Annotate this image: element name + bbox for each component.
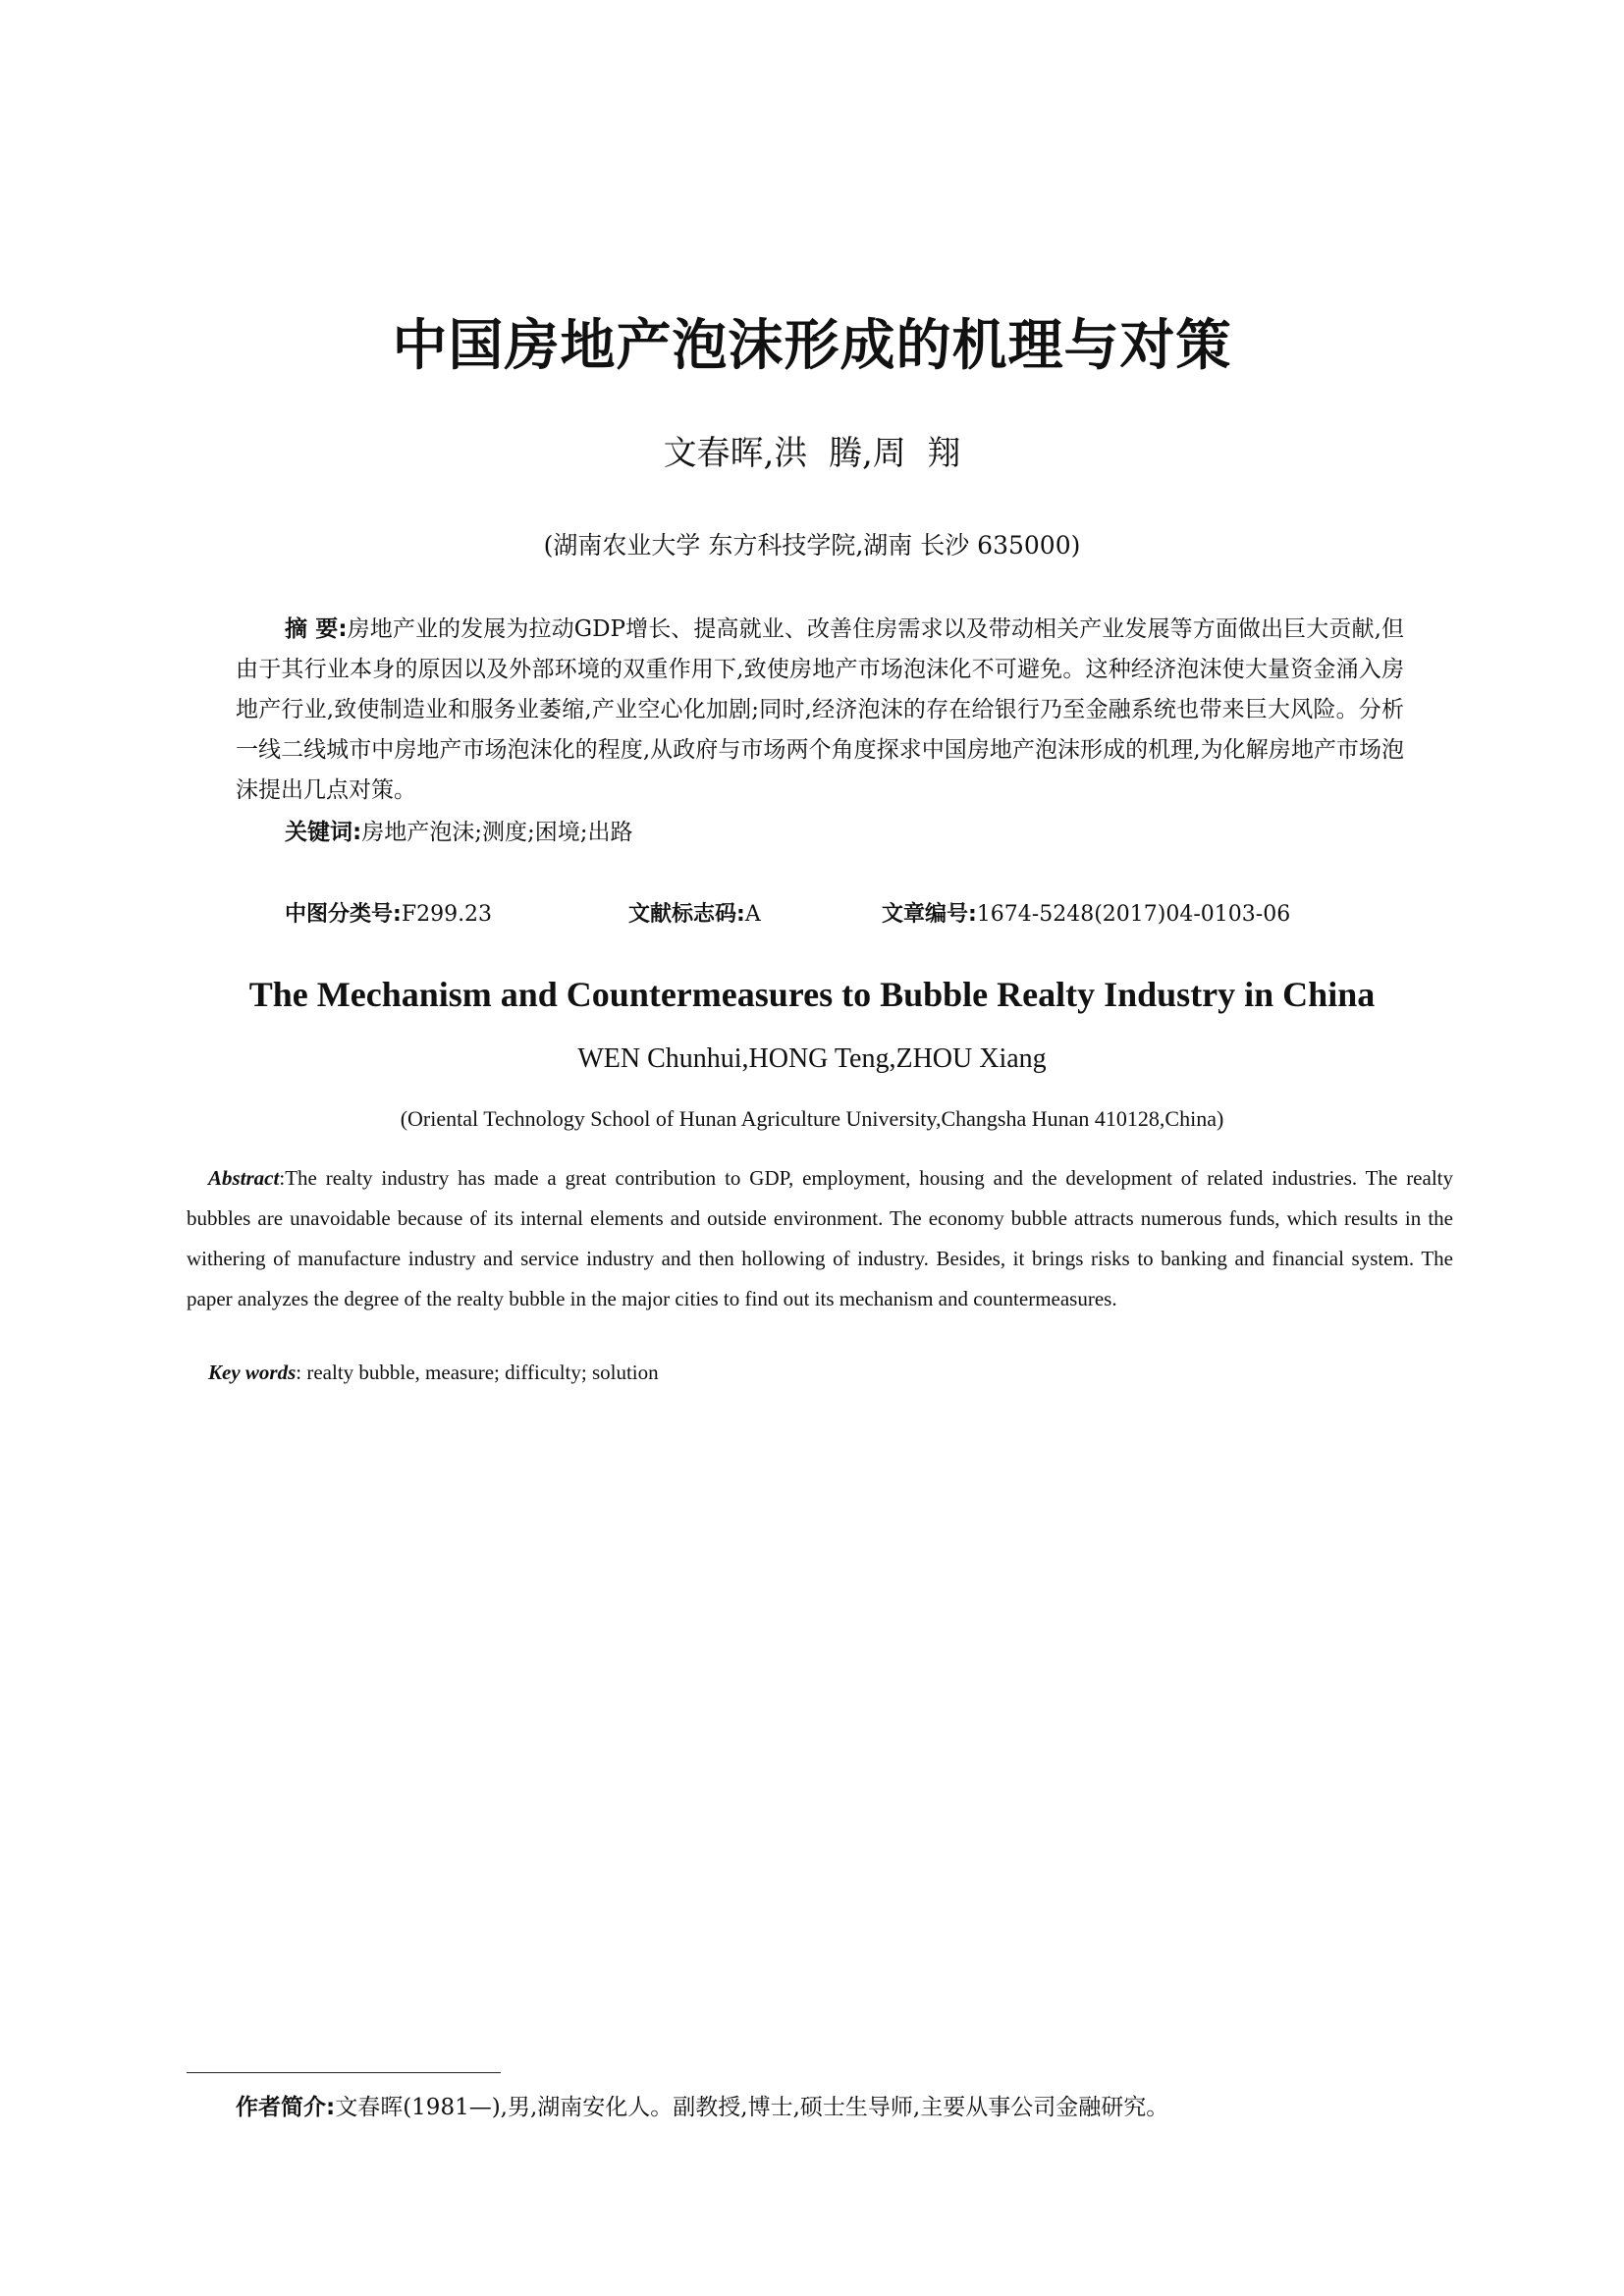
english-abstract-separator: : <box>279 1166 286 1190</box>
clc-value: F299.23 <box>401 902 493 927</box>
author-footnote <box>236 2089 1168 2121</box>
chinese-abstract-text: 房地产业的发展为拉动GDP增长、提高就业、改善住房需求以及带动相关产业发展等方面做出巨大贡献,但由于其行业本身的原因以及外部环境的双重作用下,致使房地产市场泡沫化不可避免。这种经济泡沫使大量资金涌入房地产行业,致使制造业和服务业萎缩,产业空心化加剧;同时,经济泡沫的存在给银行乃至金融系统也带来巨大风险。分析一线二线城市中房地产市场泡沫化的程度,从政府与市场两个角度探求中国房地产泡沫形成的机理,为化解房地产市场泡沫提出几点对策。 <box>236 616 1404 803</box>
footnote-text: 文春晖(1981—),男,湖南安化人。副教授,博士,硕士生导师,主要从事公司金融研究。 <box>335 2095 1169 2120</box>
english-keywords-label: Key words <box>208 1361 297 1384</box>
english-authors: WEN Chunhui,HONG Teng,ZHOU Xiang <box>577 1043 1047 1074</box>
chinese-affiliation: (湖南农业大学 东方科技学院,湖南 长沙 635000) <box>543 531 1081 560</box>
english-abstract-text: The realty industry has made a great contribution to GDP, employment, housing and the development of related industries. The realty bubbles are unavoidable because of its internal elements and outside environment. The economy bubble attracts numerous funds, which results in the withering of manufacture industry and service industry and then hollowing of industry. Besides, it brings risks to banking and financial system. The paper analyzes the degree of the realty bubble in the major cities to find out its mechanism and countermeasures. <box>187 1166 1453 1310</box>
chinese-abstract-label: 摘 要: <box>285 616 348 642</box>
footnote-label: 作者简介: <box>236 2095 336 2120</box>
english-title: The Mechanism and Countermeasures to Bubble Realty Industry in China <box>248 975 1376 1014</box>
chinese-keywords <box>285 814 632 846</box>
document-code-label: 文献标志码: <box>628 902 745 927</box>
article-number-label: 文章编号: <box>882 902 977 927</box>
english-keywords-text: realty bubble, measure; difficulty; solution <box>306 1361 659 1384</box>
chinese-authors: 文春晖,洪 腾,周 翔 <box>663 434 961 473</box>
document-code-value: A <box>744 902 761 927</box>
footnote-divider <box>187 2072 501 2073</box>
english-abstract-label: Abstract <box>208 1166 280 1190</box>
article-number <box>882 897 1290 928</box>
article-number-value: 1674-5248(2017)04-0103-06 <box>976 902 1291 927</box>
chinese-abstract <box>236 610 1404 811</box>
english-abstract <box>187 1158 1453 1319</box>
clc-label: 中图分类号: <box>285 902 402 927</box>
chinese-keywords-label: 关键词: <box>285 820 362 845</box>
english-affiliation: (Oriental Technology School of Hunan Agriculture University,Changsha Hunan 410128,China) <box>400 1106 1224 1131</box>
chinese-keywords-text: 房地产泡沫;测度;困境;出路 <box>361 820 633 845</box>
clc-number <box>285 897 492 928</box>
document-code <box>628 897 761 928</box>
english-keywords <box>208 1361 659 1385</box>
english-keywords-separator: : <box>296 1361 307 1384</box>
chinese-title: 中国房地产泡沫形成的机理与对策 <box>392 314 1232 378</box>
